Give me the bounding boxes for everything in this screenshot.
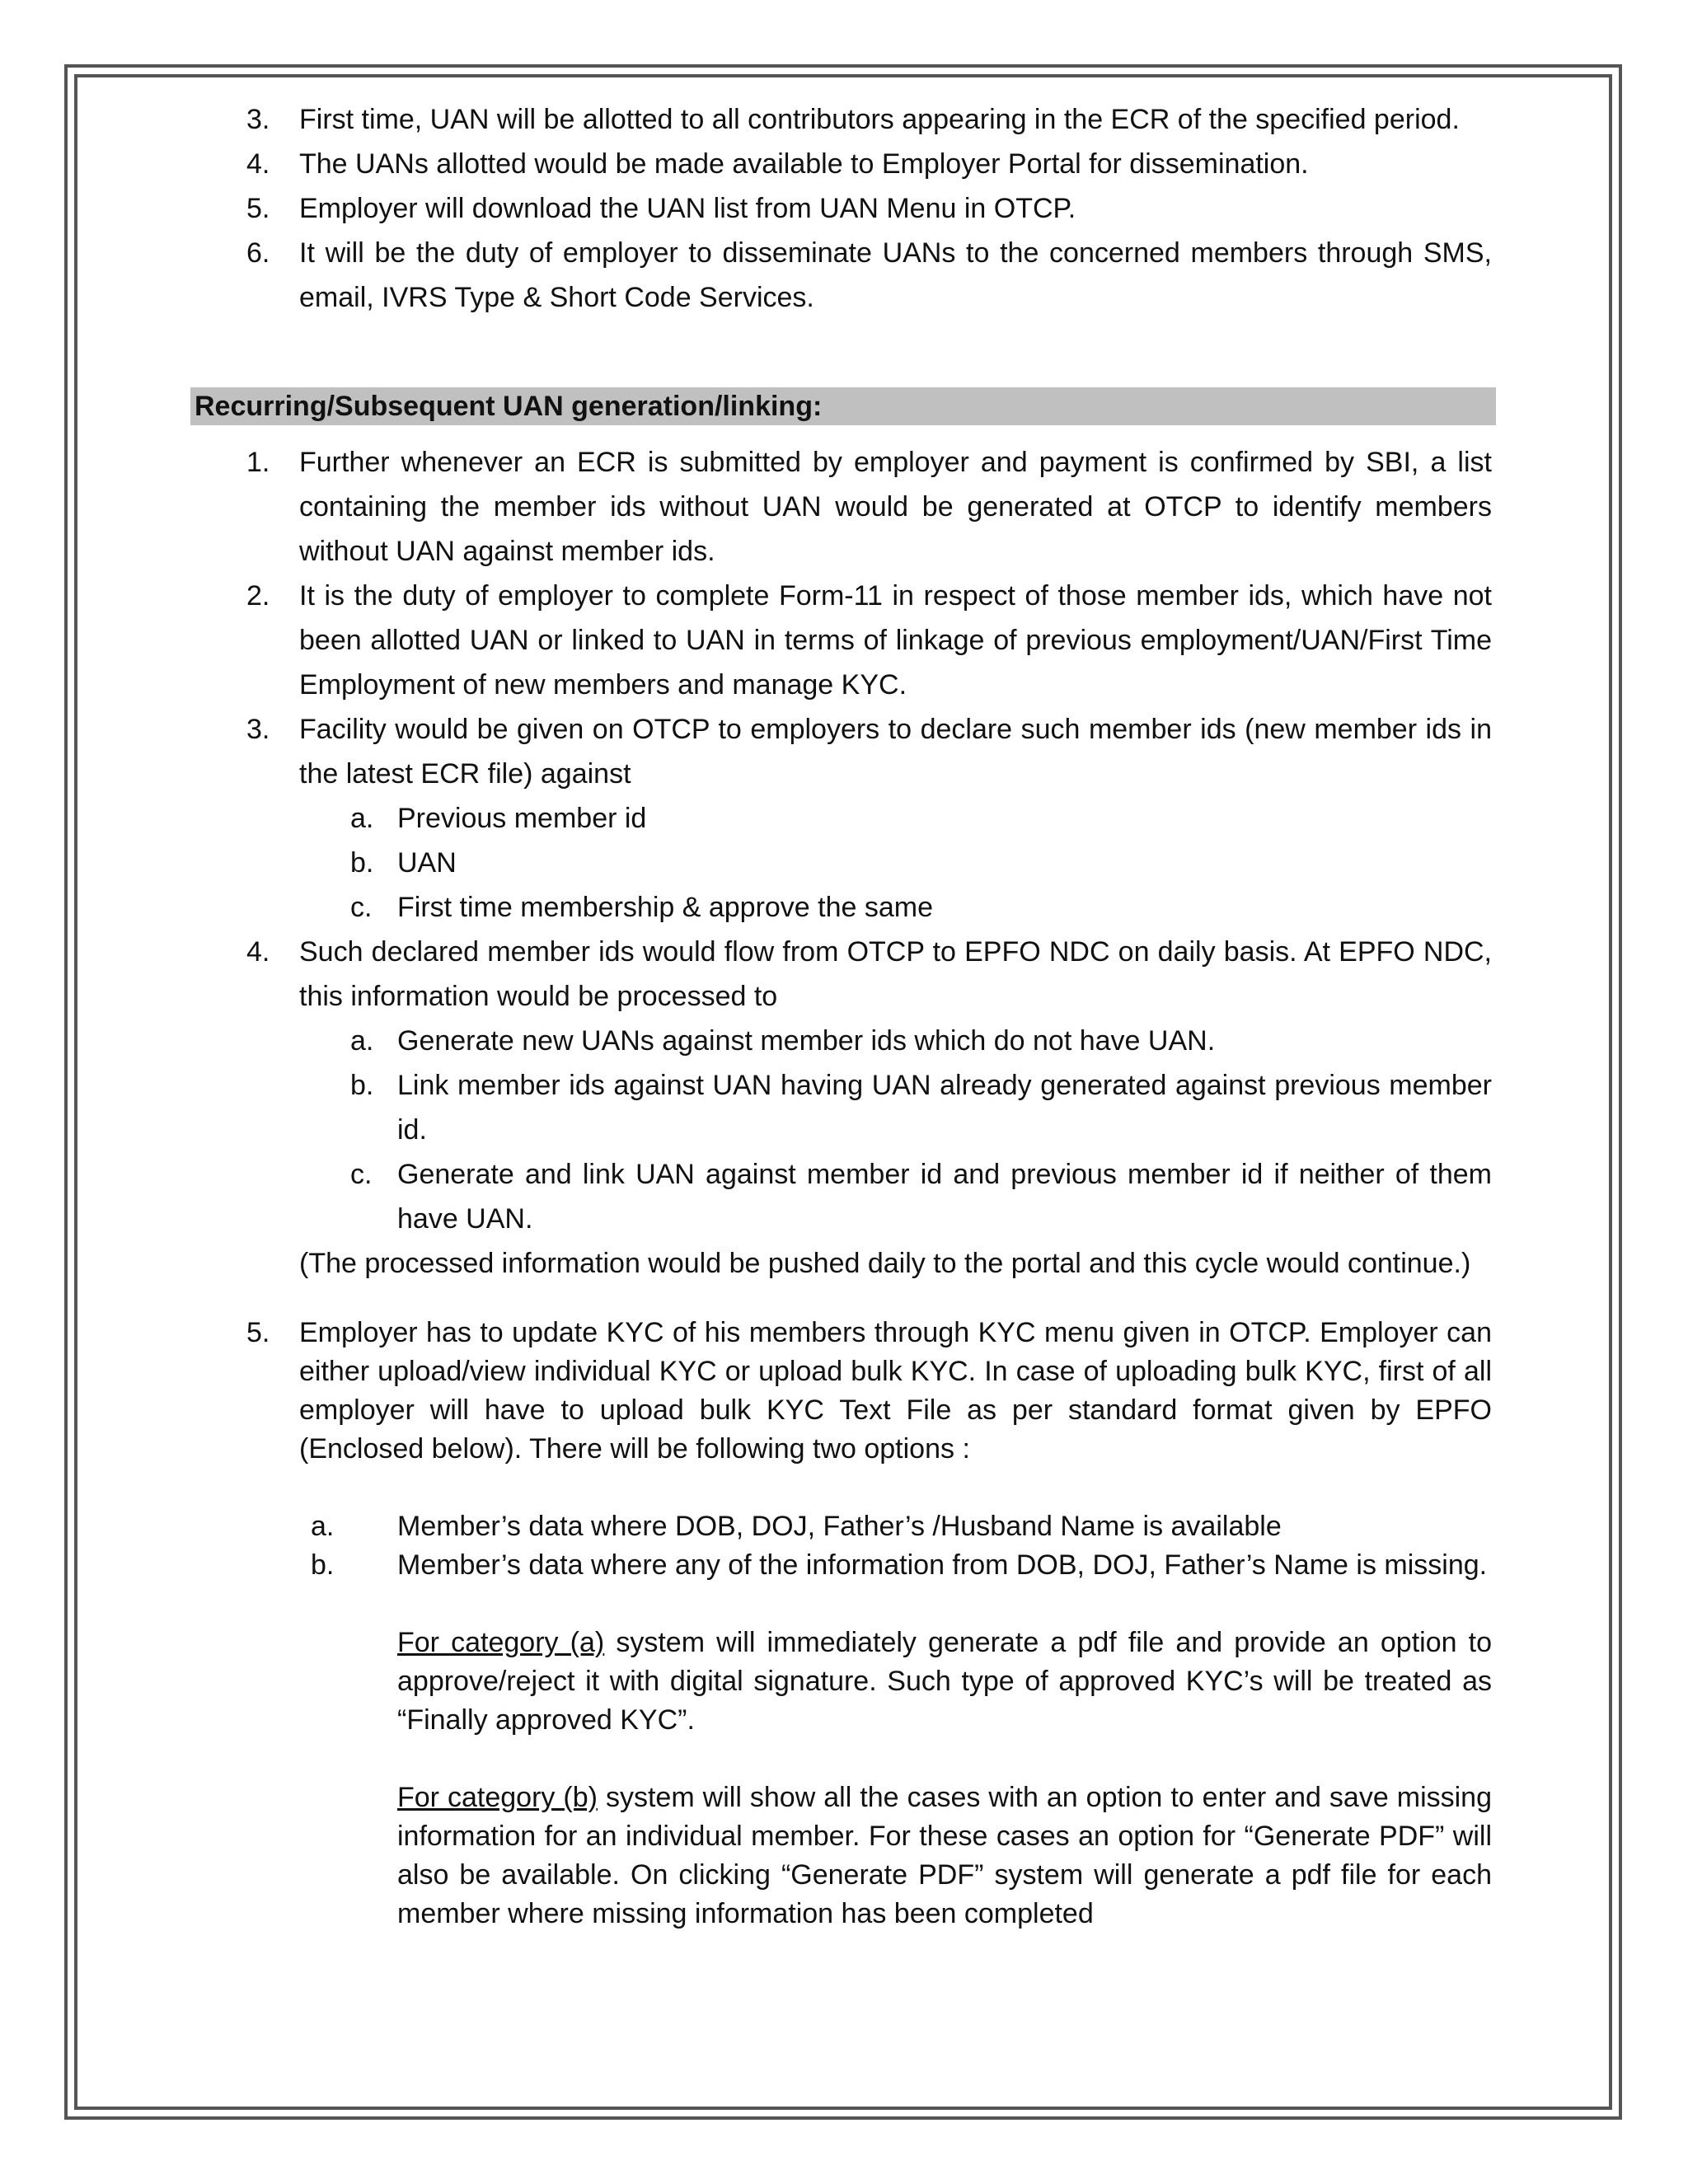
sub-list-letter: b. — [311, 1549, 335, 1581]
category-a-label: For category (a) — [397, 1627, 605, 1658]
list-item — [195, 440, 1492, 574]
sub-list-letter: a. — [350, 1025, 374, 1057]
sub-list-text: Generate and link UAN against member id and previous member id if neither of them have UAN. — [397, 1159, 1492, 1235]
list-number: 2. — [246, 580, 270, 612]
sub-list-item — [195, 796, 1492, 841]
list-text: Employer will download the UAN list from UAN Menu in OTCP. — [299, 193, 1076, 224]
sub-list-letter: b. — [350, 847, 374, 879]
sub-list-text: Generate new UANs against member ids which do not have UAN. — [397, 1025, 1216, 1057]
sub-list-item — [195, 841, 1492, 885]
section-heading: Recurring/Subsequent UAN generation/linking: — [190, 387, 1496, 425]
list-text: Such declared member ids would flow from OTCP to EPFO NDC on daily basis. At EPFO NDC, this information would be processed to — [299, 936, 1492, 1012]
list-text: Further whenever an ECR is submitted by employer and payment is confirmed by SBI, a list containing the member ids without UAN would be generated at OTCP to identify members without UAN against member ids. — [299, 447, 1492, 567]
sub-list-letter: b. — [350, 1070, 374, 1101]
sub-list-text: First time membership & approve the same — [397, 892, 934, 923]
list-item — [195, 930, 1492, 1019]
sub-list-item — [195, 1152, 1492, 1241]
sub-list-text: Member’s data where any of the information from DOB, DOJ, Father’s Name is missing. — [397, 1549, 1488, 1581]
list-number: 6. — [246, 237, 270, 269]
list-text: It is the duty of employer to complete Form-11 in respect of those member ids, which have not been allotted UAN or linked to UAN in terms of linkage of previous employment/UAN/First Time Employment of new members and manage KYC. — [299, 580, 1492, 701]
list-text: The UANs allotted would be made available to Employer Portal for dissemination. — [299, 148, 1309, 180]
sub-list-letter: c. — [350, 1159, 373, 1190]
sub-list-item — [195, 1019, 1492, 1063]
sub-list-item — [195, 1546, 1492, 1585]
spacer — [195, 1740, 1492, 1779]
list-number: 3. — [246, 714, 270, 745]
list-text: Facility would be given on OTCP to employers to declare such member ids (new member ids in the latest ECR file) against — [299, 714, 1492, 790]
list-text: Employer has to update KYC of his members through KYC menu given in OTCP. Employer can either upload/view individual KYC or upload bulk KYC. In case of uploading bulk KYC, first of all employer will have to upload bulk KYC Text File as per standard format given by EPFO (Enclosed below). There will be following two options : — [299, 1317, 1492, 1465]
spacer — [195, 1469, 1492, 1507]
list-item — [195, 231, 1492, 320]
category-a-text: system will immediately generate a pdf file and provide an option to approve/reject it with digital signature. Such type of approved KYC’s will be treated as “Finally approved KYC”. — [397, 1627, 1492, 1736]
document-body — [195, 97, 1492, 1933]
list-item — [195, 142, 1492, 186]
list-text: It will be the duty of employer to disseminate UANs to the concerned members through SMS, email, IVRS Type & Short Code Services. — [299, 237, 1492, 313]
processed-note: (The processed information would be pushed daily to the portal and this cycle would continue.) — [299, 1248, 1471, 1279]
sub-list-item — [195, 885, 1492, 930]
sub-list-text: Previous member id — [397, 803, 647, 834]
list-item — [195, 1314, 1492, 1469]
sub-list-letter: c. — [350, 892, 373, 923]
sub-list-text: Link member ids against UAN having UAN already generated against previous member id. — [397, 1070, 1492, 1146]
sub-list-letter: a. — [350, 803, 374, 834]
sub-list-text: Member’s data where DOB, DOJ, Father’s /Husband Name is available — [397, 1511, 1282, 1542]
list-item — [195, 707, 1492, 796]
list-number: 5. — [246, 193, 270, 224]
list-item — [195, 186, 1492, 231]
list-number: 3. — [246, 104, 270, 135]
sub-list-text: UAN — [397, 847, 457, 879]
list-number: 5. — [246, 1317, 270, 1348]
list-text: First time, UAN will be allotted to all contributors appearing in the ECR of the specified period. — [299, 104, 1460, 135]
list-item — [195, 574, 1492, 707]
sub-list-letter: a. — [311, 1511, 335, 1542]
category-a-paragraph — [195, 1624, 1492, 1740]
sub-list-item — [195, 1507, 1492, 1546]
list-number: 4. — [246, 148, 270, 180]
spacer — [195, 1585, 1492, 1624]
sub-list-item — [195, 1063, 1492, 1152]
list-item — [195, 97, 1492, 142]
list-number: 4. — [246, 936, 270, 968]
category-b-label: For category (b) — [397, 1782, 598, 1813]
list-number: 1. — [246, 447, 270, 478]
category-b-paragraph — [195, 1779, 1492, 1933]
category-b-text: system will show all the cases with an option to enter and save missing information for an individual member. For these cases an option for “Generate PDF” will also be available. On clicking “Generate PDF” system will generate a pdf file for each member where missing information has been completed — [397, 1782, 1492, 1929]
